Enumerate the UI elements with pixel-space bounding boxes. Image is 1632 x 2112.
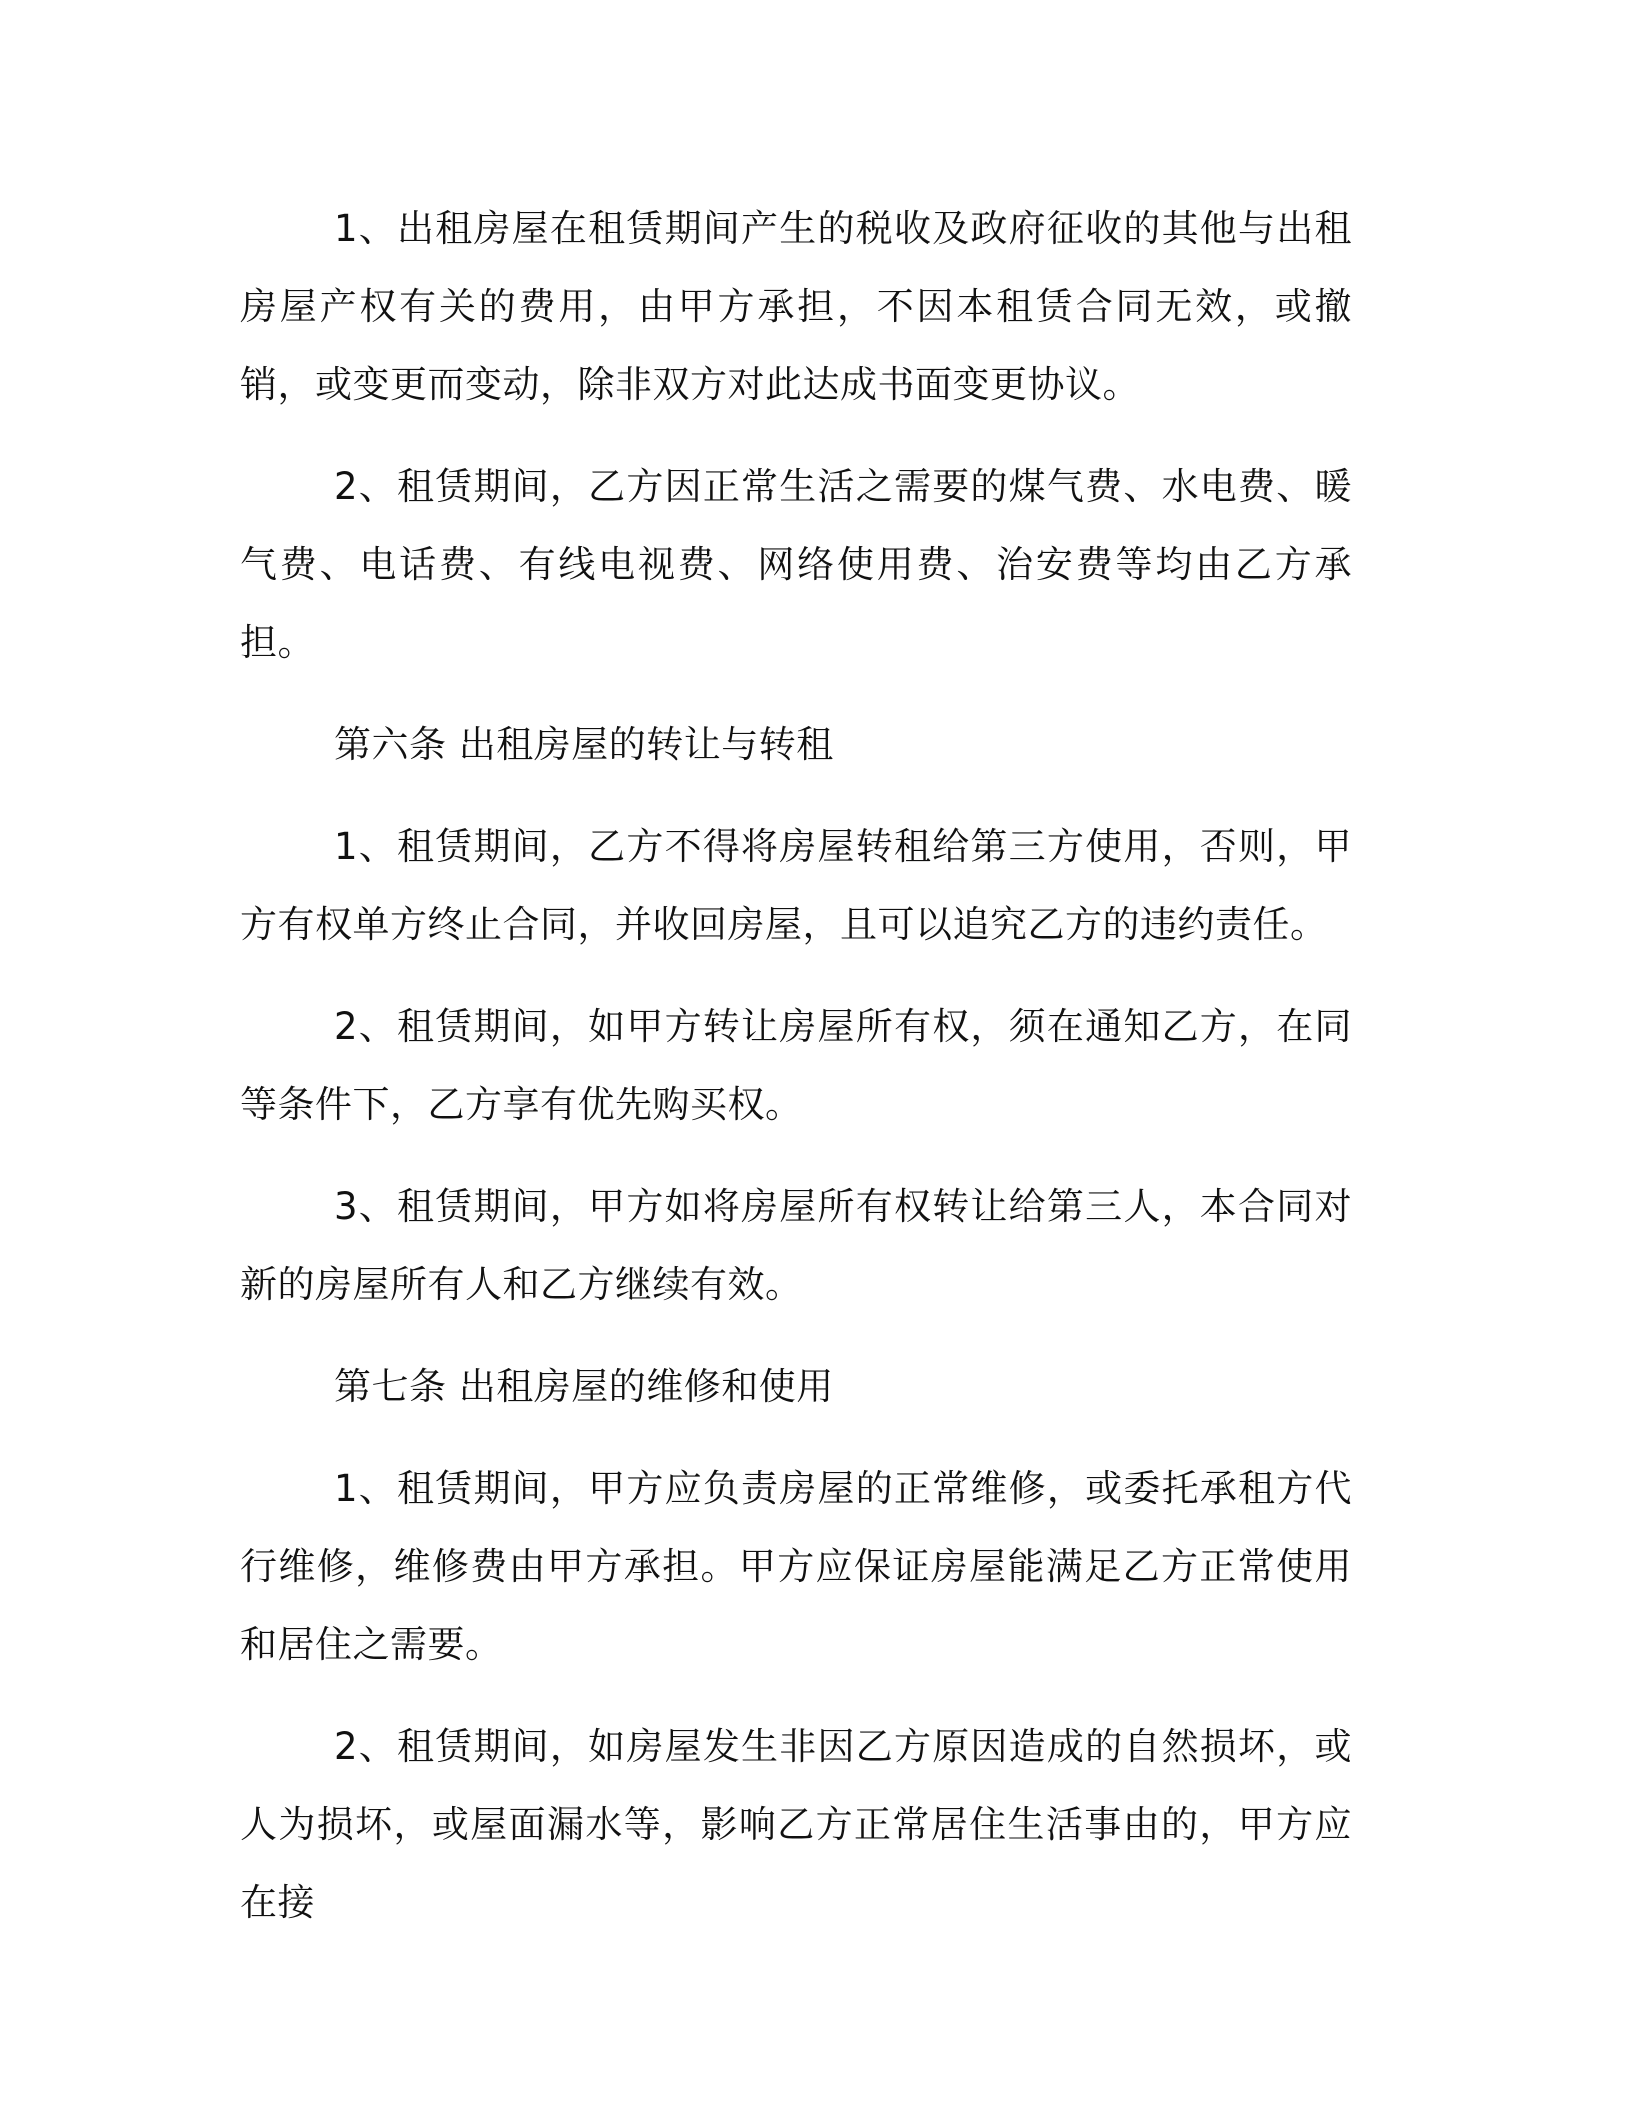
clause-7-heading: 第七条 出租房屋的维修和使用 bbox=[334, 1365, 834, 1408]
clause-5-item-2: 2、租赁期间，乙方因正常生活之需要的煤气费、水电费、暖气费、电话费、有线电视费、网络使用费、治安费等均由乙方承担。 bbox=[240, 465, 1352, 664]
document-page bbox=[240, 190, 1352, 1966]
clause-7-item-1: 1、租赁期间，甲方应负责房屋的正常维修，或委托承租方代行维修，维修费由甲方承担。甲方应保证房屋能满足乙方正常使用和居住之需要。 bbox=[240, 1467, 1352, 1666]
clause-6-item-2: 2、租赁期间，如甲方转让房屋所有权，须在通知乙方，在同等条件下，乙方享有优先购买权。 bbox=[240, 1005, 1352, 1126]
clause-6-item-1: 1、租赁期间，乙方不得将房屋转租给第三方使用，否则，甲方有权单方终止合同，并收回房屋，且可以追究乙方的违约责任。 bbox=[240, 825, 1352, 946]
clause-5-item-1: 1、出租房屋在租赁期间产生的税收及政府征收的其他与出租房屋产权有关的费用，由甲方承担，不因本租赁合同无效，或撤销，或变更而变动，除非双方对此达成书面变更协议。 bbox=[240, 207, 1352, 406]
clause-6-item-3: 3、租赁期间，甲方如将房屋所有权转让给第三人，本合同对新的房屋所有人和乙方继续有效。 bbox=[240, 1185, 1352, 1306]
clause-7-item-2: 2、租赁期间，如房屋发生非因乙方原因造成的自然损坏，或人为损坏，或屋面漏水等，影响乙方正常居住生活事由的，甲方应在接 bbox=[240, 1725, 1352, 1924]
clause-6-heading: 第六条 出租房屋的转让与转租 bbox=[334, 723, 834, 766]
